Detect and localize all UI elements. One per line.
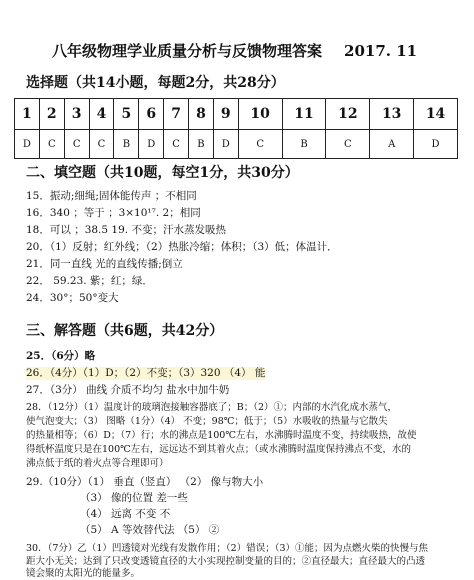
answer-line-22: 22． 59.23. 紫；红；绿． bbox=[26, 275, 153, 287]
section1-heading: 选择题（共14小题，每题2分，共28分） bbox=[26, 75, 285, 91]
question-number: 1 bbox=[15, 99, 40, 130]
answer-line-30b: 距大小无关；达到了只改变透镜直径的大小实现控制变量的目的；②直径最大；直径最大的凸透 bbox=[26, 556, 426, 567]
question-number: 5 bbox=[114, 99, 139, 130]
question-number: 11 bbox=[282, 99, 326, 130]
answer-line-29b: （3） 像的位置 差一些 bbox=[80, 492, 188, 504]
answer-line-15: 15．振动;细绳;固体能传声 ；不相同 bbox=[26, 190, 197, 202]
title-text: 八年级物理学业质量分析与反馈物理答案 bbox=[52, 42, 323, 60]
question-number: 13 bbox=[370, 99, 414, 130]
answer-line-16: 16．340 ；等于 ；3×10¹⁷. 2；相同 bbox=[26, 207, 201, 219]
answer-table bbox=[14, 98, 458, 159]
answer-cell: D bbox=[15, 130, 40, 159]
answer-line-30c: 镜会聚的太阳光的能量多。 bbox=[26, 568, 141, 579]
answer-line-28c: 的热量相等；（6）D；（7）行；水的沸点是100℃左右，水沸腾时温度不变，持续吸热，故使 bbox=[26, 430, 417, 441]
answer-cell: C bbox=[326, 130, 370, 159]
answer-cell: B bbox=[282, 130, 326, 159]
answer-cell: D bbox=[414, 130, 458, 159]
answer-line-25: 25．（6分）略 bbox=[26, 350, 96, 362]
answer-line-27: 27．（3分） 曲线 介质不均匀 盐水中加牛奶 bbox=[26, 384, 230, 396]
title-date: 2017. 11 bbox=[344, 42, 418, 60]
question-number: 9 bbox=[213, 99, 238, 130]
answer-cell: B bbox=[114, 130, 139, 159]
answer-line-28b: 使气泡变大；（3） 图略（1分）（4） 不变；98℃；低于；（5）水吸收的热量与它散失 bbox=[26, 416, 388, 427]
answer-cell: C bbox=[64, 130, 89, 159]
answer-line-28a: 28．（12分）（1）温度计的玻璃泡接触容器底了；B；（2）①；内部的水汽化成水蒸气， bbox=[26, 402, 397, 413]
answer-line-28d: 得纸杯温度只是在100℃左右，远远达不到其着火点；（或水沸腾时温度保持沸点不变，水的 bbox=[26, 444, 412, 455]
answer-cell: D bbox=[213, 130, 238, 159]
answer-cell: A bbox=[370, 130, 414, 159]
answer-line-18: 18．可以 ；38.5 19. 不变；汗水蒸发吸热 bbox=[26, 224, 226, 236]
answer-line-26: 26．（4分）（1）D；（2）不变；（3）320 （4） 能 bbox=[26, 367, 266, 379]
answer-line-20: 20．（1）反射；红外线；（2）热胀冷缩；体积；（3）低；体温计． bbox=[26, 241, 338, 253]
answer-line-29c: （4） 远离 不变 不 bbox=[80, 508, 171, 520]
answer-cell: C bbox=[238, 130, 282, 159]
answer-cell: B bbox=[189, 130, 214, 159]
answer-line-29d: （5） A 等效替代法 （5） ② bbox=[80, 524, 220, 536]
answer-cell: D bbox=[139, 130, 164, 159]
answer-line-24: 24．30°；50°变大 bbox=[26, 292, 119, 304]
answer-cell: C bbox=[164, 130, 189, 159]
question-number-row bbox=[15, 99, 458, 130]
question-number: 12 bbox=[326, 99, 370, 130]
question-number: 8 bbox=[189, 99, 214, 130]
question-number: 7 bbox=[164, 99, 189, 130]
question-number: 4 bbox=[89, 99, 114, 130]
section2-heading: 二、填空题（共10题，每空1分，共30分） bbox=[26, 165, 299, 181]
question-number: 2 bbox=[39, 99, 64, 130]
question-number: 14 bbox=[414, 99, 458, 130]
answer-line-30a: 30．（7分）乙（1）凹透镜对光线有发散作用；（2）错误；（3）①能；因为点燃火柴的快慢与焦 bbox=[26, 543, 429, 554]
answer-line-29a: 29.（10分）（1） 垂直（竖直） （2） 像与物大小 bbox=[26, 476, 264, 488]
question-number: 10 bbox=[238, 99, 282, 130]
answer-line-21: 21．同一直线 光的直线传播;倒立 bbox=[26, 258, 183, 270]
answer-row bbox=[15, 130, 458, 159]
answer-cell: C bbox=[39, 130, 64, 159]
question-number: 3 bbox=[64, 99, 89, 130]
document-title bbox=[52, 40, 417, 61]
question-number: 6 bbox=[139, 99, 164, 130]
section3-heading: 三、解答题（共6题，共42分） bbox=[26, 323, 224, 339]
answer-cell: C bbox=[89, 130, 114, 159]
answer-line-28e: 沸点低于纸的着火点等合理即可） bbox=[26, 458, 169, 469]
